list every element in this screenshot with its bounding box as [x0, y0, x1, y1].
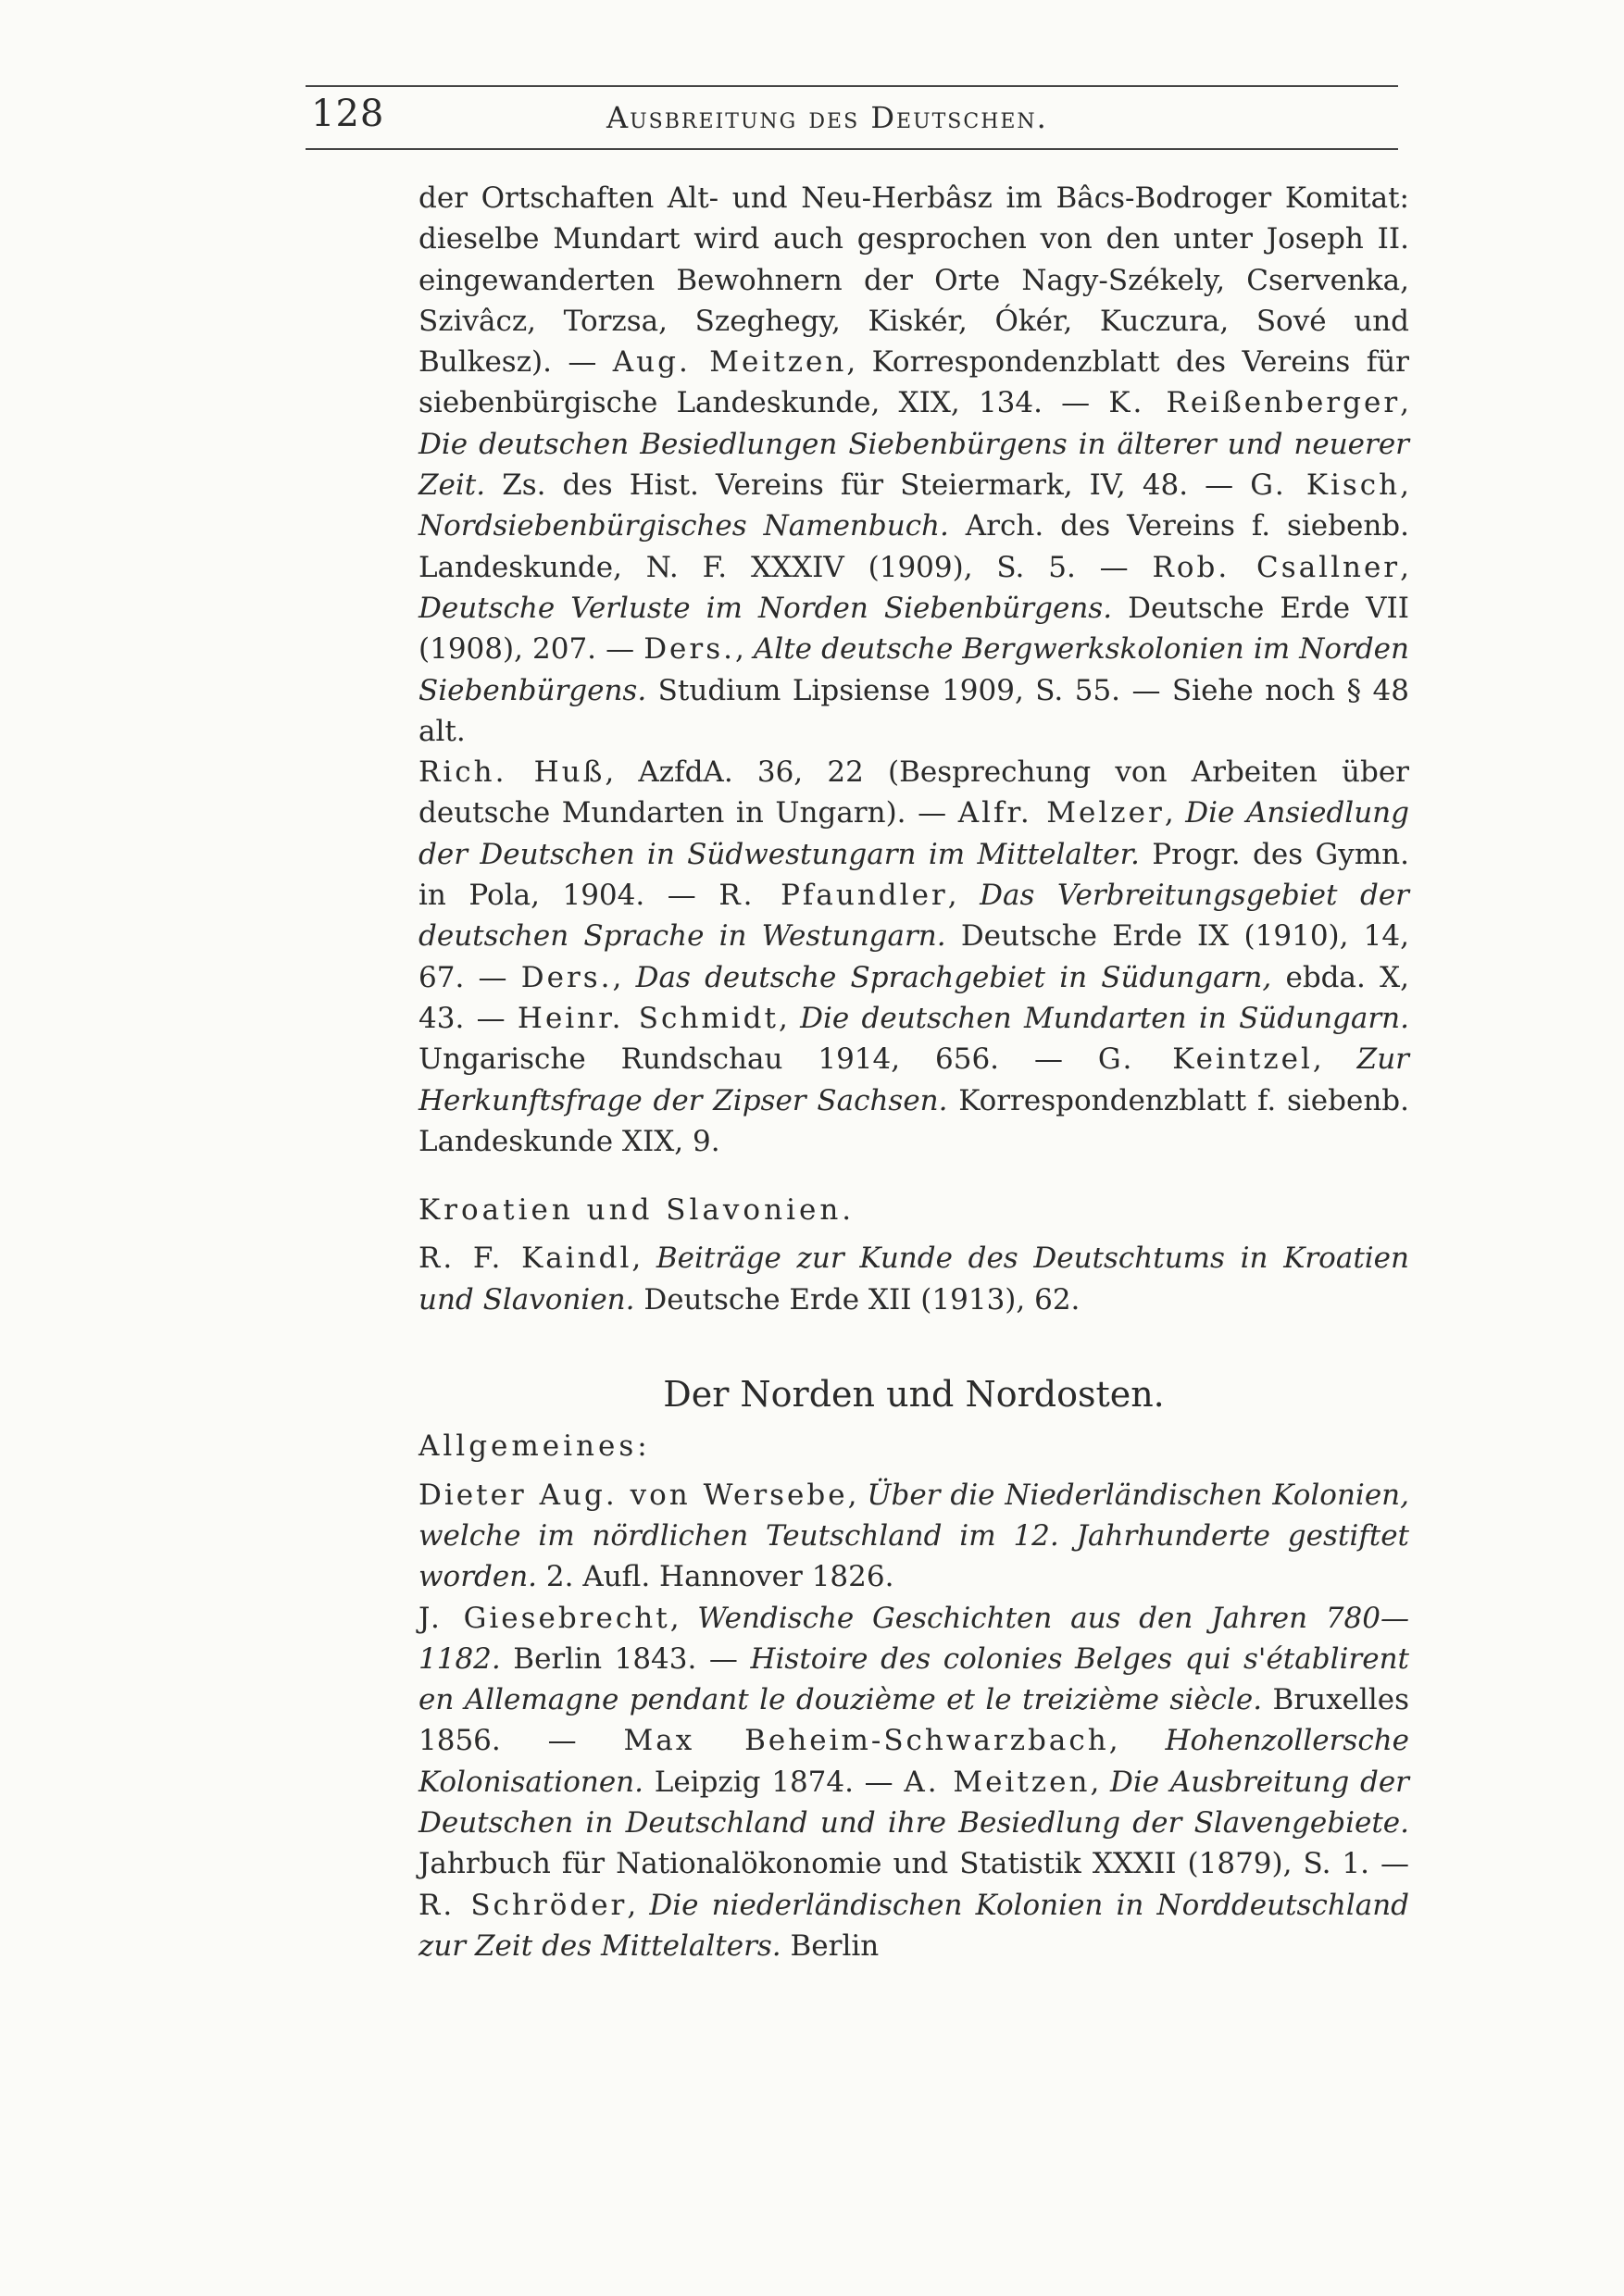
author-name: Rob. Csallner [1152, 550, 1401, 584]
header-rule-top [306, 85, 1398, 87]
subheading-allgemeines: Allgemeines: [418, 1429, 651, 1464]
author-name: R. Schröder [418, 1888, 628, 1922]
paragraph-hungary-continued: der Ortschaften Alt- und Neu-Herbâsz im Bâcs-Bodroger Komitat: dieselbe Mundart wird auch gesprochen von den unter Joseph II. eingewanderten Bewohnern der Orte Nagy-Székely, Cservenka, Szivâcz, Torzsa, Szeghegy, Kiskér, Ókér, Kuczura, Sové und Bulkesz). — Aug. Meitzen, Korrespondenzblatt des Vereins für siebenbürgische Landeskunde, XIX, 134. — K. Reißenberger, Die deutschen Besiedlungen Siebenbürgens in älterer und neuerer Zeit. Zs. des Hist. Vereins für Steiermark, IV, 48. — G. Kisch, Nordsiebenbürgisches Namenbuch. Arch. des Vereins f. siebenb. Landeskunde, N. F. XXXIV (1909), S. 5. — Rob. Csallner, Deutsche Verluste im Norden Siebenbürgens. Deutsche Erde VII (1908), 207. — Ders., Alte deutsche Bergwerkskolonien im Norden Siebenbürgens. Studium Lipsiense 1909, S. 55. — Siehe noch § 48 alt. [418, 181, 1410, 748]
author-name: Ders. [520, 960, 613, 994]
author-name: Rich. Huß [418, 755, 606, 790]
author-name: G. Keintzel [1097, 1042, 1313, 1077]
work-title: Das Verbreitungsgebiet der deutschen Sprache in Westungarn. [418, 879, 1410, 954]
work-title: Das deutsche Sprachgebiet in Südungarn, [635, 960, 1272, 994]
work-title: Zur Herkunftsfrage der Zipser Sachsen. [418, 1042, 1409, 1117]
paragraph-kroatien: R. F. Kaindl, Beiträge zur Kunde des Deutschtums in Kroatien und Slavonien. Deutsche Erde XII (1913), 62. [418, 1242, 1409, 1316]
running-head: Ausbreitung des Deutschen. [606, 100, 1048, 135]
author-name: R. Pfaundler [718, 879, 948, 913]
work-title: Alte deutsche Bergwerkskolonien im Norden Siebenbürgens. [418, 632, 1409, 707]
work-title: Nordsiebenbürgisches Namenbuch. [418, 509, 949, 543]
work-title: Über die Niederländischen Kolonien, welche im nördlichen Teutschland im 12. Jahrhunderte gestiftet worden. [418, 1478, 1409, 1594]
author-name: K. Reißenberger [1108, 386, 1401, 420]
author-name: A. Meitzen [904, 1765, 1091, 1799]
author-name: Dieter Aug. von Wersebe [418, 1478, 848, 1512]
work-title: Die deutschen Besiedlungen Siebenbürgens in älterer und neuerer Zeit. [418, 427, 1409, 503]
work-title: Beiträge zur Kunde des Deutschtums in Kroatien und Slavonien. [418, 1242, 1409, 1316]
header-rule-bottom [306, 148, 1398, 150]
work-title: Die deutschen Mundarten in Südungarn. [800, 1001, 1410, 1035]
work-title: Hohenzollersche Kolonisationen. [418, 1724, 1409, 1799]
work-title: Histoire des colonies Belges qui s'établirent en Allemagne pendant le douzième et le treizième siècle. [418, 1641, 1409, 1717]
paragraph-hungary-dialects: Rich. Huß, AzfdA. 36, 22 (Besprechung von Arbeiten über deutsche Mundarten in Ungarn). — Alfr. Melzer, Die Ansiedlung der Deutschen in Südwestungarn im Mittelalter. Progr. des Gymn. in Pola, 1904. — R. Pfaundler, Das Verbreitungsgebiet der deutschen Sprache in Westungarn. Deutsche Erde IX (1910), 14, 67. — Ders., Das deutsche Sprachgebiet in Südungarn, ebda. X, 43. — Heinr. Schmidt, Die deutschen Mundarten in Südungarn. Ungarische Rundschau 1914, 656. — G. Keintzel, Zur Herkunftsfrage der Zipser Sachsen. Korrespondenzblatt f. siebenb. Landeskunde XIX, 9. [418, 755, 1410, 1158]
subheading-kroatien: Kroatien und Slavonien. [418, 1193, 856, 1228]
author-name: Max Beheim-Schwarzbach [623, 1724, 1109, 1758]
author-name: G. Kisch [1250, 468, 1401, 503]
work-title: Die Ausbreitung der Deutschen in Deutschland und ihre Besiedlung der Slavengebiete. [418, 1765, 1409, 1840]
work-title: Die Ansiedlung der Deutschen in Südwestungarn im Mittelalter. [418, 796, 1409, 871]
author-name: Heinr. Schmidt [517, 1001, 779, 1035]
author-name: R. F. Kaindl [418, 1242, 632, 1276]
author-name: Aug. Meitzen [612, 345, 847, 380]
author-name: Alfr. Melzer [957, 796, 1165, 830]
work-title: Wendische Geschichten aus den Jahren 780—1182. [418, 1601, 1409, 1676]
author-name: Ders. [643, 632, 735, 667]
work-title: Die niederländischen Kolonien in Norddeutschland zur Zeit des Mittelalters. [418, 1888, 1409, 1963]
paragraph-wersebe: Dieter Aug. von Wersebe, Über die Niederländischen Kolonien, welche im nördlichen Teutschland im 12. Jahrhunderte gestiftet worden. 2. Aufl. Hannover 1826. [418, 1478, 1409, 1594]
work-title: Deutsche Verluste im Norden Siebenbürgens. [418, 591, 1113, 625]
page-body [418, 178, 1409, 1966]
paragraph-giesebrecht: J. Giesebrecht, Wendische Geschichten aus den Jahren 780—1182. Berlin 1843. — Histoire des colonies Belges qui s'établirent en Allemagne pendant le douzième et le treizième siècle. Bruxelles 1856. — Max Beheim-Schwarzbach, Hohenzollersche Kolonisationen. Leipzig 1874. — A. Meitzen, Die Ausbreitung der Deutschen in Deutschland und ihre Besiedlung der Slavengebiete. Jahrbuch für Nationalökonomie und Statistik XXXII (1879), S. 1. — R. Schröder, Die niederländischen Kolonien in Norddeutschland zur Zeit des Mittelalters. Berlin [418, 1601, 1409, 1963]
section-title: Der Norden und Nordosten. [663, 1374, 1165, 1416]
page-number: 128 [311, 93, 385, 135]
author-name: J. Giesebrecht [418, 1601, 670, 1635]
